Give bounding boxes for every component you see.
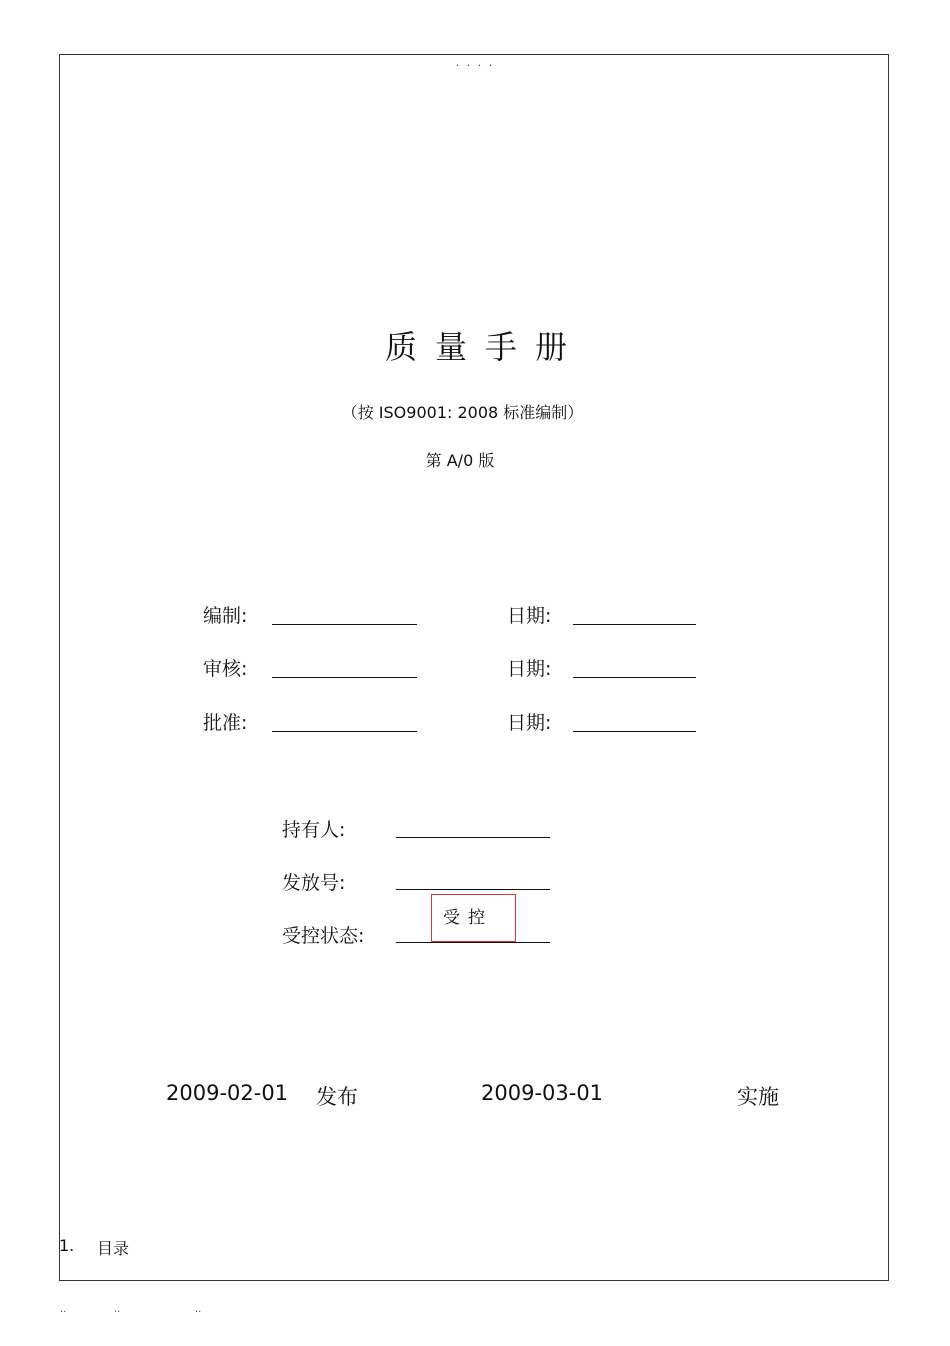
compile-date-label: 日期: xyxy=(507,605,552,627)
compile-label: 编制: xyxy=(203,605,248,627)
document-edition: 第 A/0 版 xyxy=(425,451,495,470)
document-title: 质量手册 xyxy=(384,328,585,366)
footer-dots-2: .. xyxy=(114,1304,121,1315)
holder-line xyxy=(396,837,550,838)
release-label: 发布 xyxy=(316,1085,358,1109)
approve-signature-line xyxy=(272,731,417,732)
compile-signature-line xyxy=(272,624,417,625)
document-subtitle: （按 ISO9001: 2008 标准编制） xyxy=(341,403,584,422)
approve-date-label: 日期: xyxy=(507,712,552,734)
effective-label: 实施 xyxy=(737,1085,779,1109)
compile-date-line xyxy=(573,624,696,625)
review-date-line xyxy=(573,677,696,678)
issue-number-line xyxy=(396,889,550,890)
footer-dots-3: .. xyxy=(195,1304,202,1315)
review-label: 审核: xyxy=(203,658,248,680)
approve-date-line xyxy=(573,731,696,732)
toc-number: 1. xyxy=(59,1236,75,1255)
stamp-text: 受控 xyxy=(443,908,493,928)
header-dots: . . . . xyxy=(455,56,495,69)
review-signature-line xyxy=(272,677,417,678)
issue-number-label: 发放号: xyxy=(282,872,346,894)
control-status-label: 受控状态: xyxy=(282,925,365,947)
footer-dots-1: .. xyxy=(60,1304,67,1315)
toc-label: 目录 xyxy=(97,1239,130,1258)
holder-label: 持有人: xyxy=(282,819,346,841)
release-date: 2009-02-01 xyxy=(166,1081,289,1105)
effective-date: 2009-03-01 xyxy=(481,1081,604,1105)
control-status-line xyxy=(396,942,550,943)
review-date-label: 日期: xyxy=(507,658,552,680)
controlled-stamp xyxy=(431,894,516,942)
approve-label: 批准: xyxy=(203,712,248,734)
